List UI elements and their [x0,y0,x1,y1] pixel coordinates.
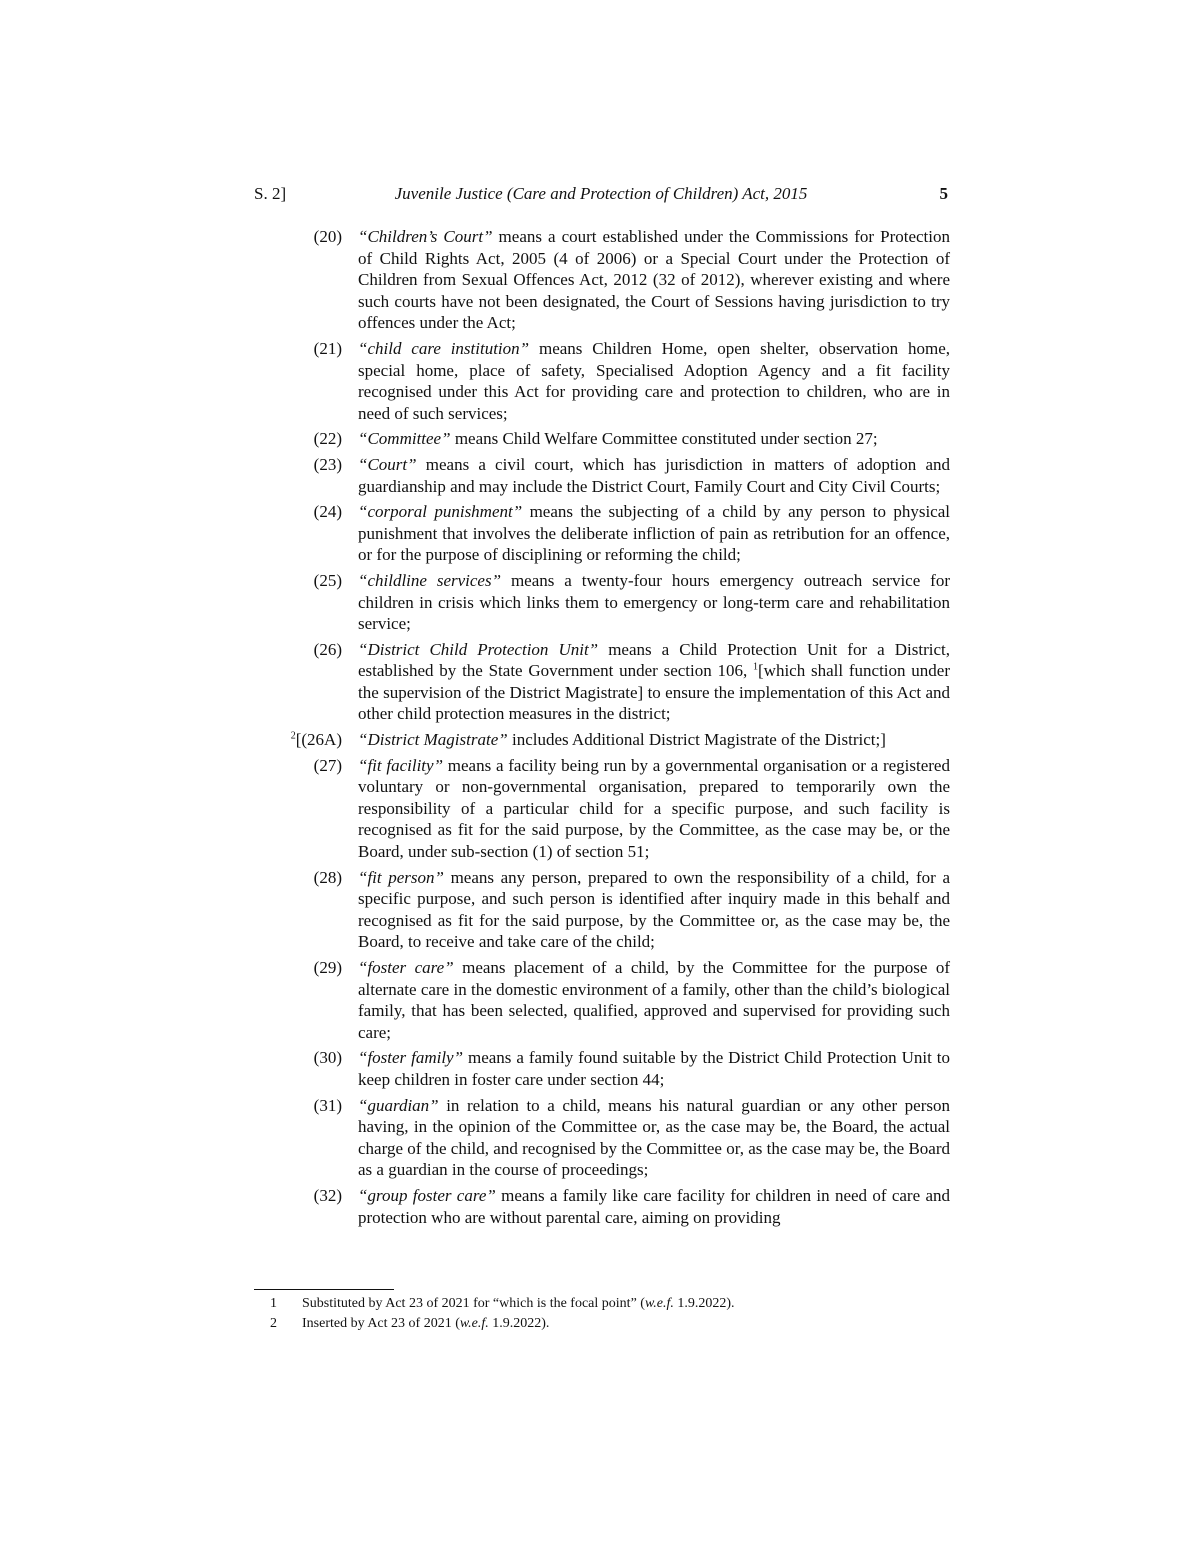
footnotes [254,1294,954,1334]
definition-number-label: [(26A) [295,730,342,750]
definition-number: (31) [313,1095,342,1115]
definition-item [250,226,950,334]
definition-text: means a family found suitable by the District Child Protection Unit to keep children in foster care under section 44; [358,1048,950,1089]
footnote-marker[interactable]: 1 [753,661,759,673]
definition-number: (26) [313,639,342,659]
footnote-date: 1.9.2022). [488,1316,550,1331]
definition-number: (30) [313,1048,342,1068]
definition-item [250,454,950,497]
definition-term: “Children’s Court” [358,227,493,246]
definition-term: “Court” [358,454,417,474]
definition-item [250,1185,950,1228]
definition-number: (25) [313,570,342,590]
definition-text: includes Additional District Magistrate of the District;] [507,730,886,750]
footnote-item [254,1294,954,1314]
definition-item [250,428,950,450]
page-number: 5 [939,184,948,203]
definition-text: means a family like care facility for children in need of care and protection who are without parental care, aiming on providing [358,1185,951,1227]
definition-term: “District Magistrate” [358,730,508,750]
definition-item [250,729,950,751]
definition-number: (28) [313,867,342,887]
definition-text: means placement of a child, by the Committee for the purpose of alternate care in the domestic environment of a family, other than the child’s biological family, that has been selected, qualified, approved and supervised for providing such care; [358,958,950,1042]
definition-number: (29) [313,958,342,977]
definition-term: “corporal punishment” [358,502,523,522]
footnote-item [254,1314,954,1334]
definition-text: means a civil court, which has jurisdiction in matters of adoption and guardianship and may include the District Court, Family Court and City Civil Courts; [358,454,950,496]
page-header [254,184,948,210]
definition-text: means Child Welfare Committee constituted under section 27; [450,429,878,449]
footnote-text: Inserted by Act 23 of 2021 ( [302,1316,460,1331]
definition-term: “fit person” [358,867,444,887]
definition-number: (32) [313,1185,342,1205]
definition-term: “guardian” [358,1095,439,1115]
definition-term: “District Child Protection Unit” [358,639,599,659]
definition-number: (24) [313,502,342,522]
definition-text-continued: [which shall function under the supervision of the District Magistrate] to ensure the implementation of this Act and other child protection measures in the district; [358,661,950,724]
definition-item [250,957,950,1043]
definition-text: means any person, prepared to own the responsibility of a child, for a specific purpose, and such person is identified after inquiry made in this behalf and recognised as fit for the said purpose, by the Committee or, as the case may be, the Board, to receive and take care of the child; [358,867,950,952]
definition-item [250,338,950,424]
definition-text: means a facility being run by a governmental organisation or a registered voluntary or non-governmental organisation, prepared to temporarily own the responsibility of a particular child for a specific purpose, and such facility is recognised as fit for the said purpose, by the Committee, as the case may be, or the Board, under sub-section (1) of section 51; [358,755,950,862]
definition-text: in relation to a child, means his natural guardian or any other person having, in the opinion of the Committee or, as the case may be, the Board, the actual charge of the child, and recognised by the Committee or, as the case may be, the Board as a guardian in the course of proceedings; [358,1095,950,1180]
footnote-date: 1.9.2022). [673,1296,735,1311]
definition-item [250,570,950,635]
definition-text: means a court established under the Commissions for Protection of Child Rights Act, 2005 (4 of 2006) or a Special Court under the Protection of Children from Sexual Offences Act, 2012 (32 of 2012), wherever existing and where such courts have not been designated, the Court of Sessions having jurisdiction to try offences under the Act; [358,227,950,333]
definition-number: (22) [313,429,342,449]
definition-number: (21) [313,338,342,358]
definitions-list [250,226,950,1232]
definition-term: “fit facility” [358,755,444,775]
definition-term: “group foster care” [358,1185,496,1205]
definition-number [250,729,342,751]
definition-item [250,501,950,566]
definition-number: (20) [313,227,342,246]
definition-term: “foster care” [358,958,454,977]
footnote-marker[interactable]: 2 [290,730,296,742]
page-title: Juvenile Justice (Care and Protection of Children) Act, 2015 [394,184,808,203]
definition-term: “foster family” [358,1048,464,1068]
definition-text: means a twenty-four hours emergency outreach service for children in crisis which links them to emergency or long-term care and rehabilitation service; [358,570,950,634]
definition-term: “Committee” [358,429,451,449]
definition-term: “childline services” [358,570,502,590]
footnote-number: 1 [270,1296,277,1311]
definition-item [250,1095,950,1181]
section-reference: S. 2] [254,184,287,203]
definition-text: means the subjecting of a child by any person to physical punishment that involves the deliberate infliction of pain as retribution for an offence, or for the purpose of disciplining or reforming the child; [358,502,950,565]
footnote-number: 2 [270,1316,277,1331]
definition-number: (27) [313,755,342,775]
definition-term: “child care institution” [358,338,530,358]
definition-text: means Children Home, open shelter, observation home, special home, place of safety, Specialised Adoption Agency and a fit facility recognised under this Act for providing care and protection to children, who are in need of such services; [358,338,950,423]
definition-item [250,639,950,725]
footnote-divider [254,1289,394,1290]
footnote-ref: w.e.f. [644,1296,674,1311]
definition-number: (23) [313,454,342,474]
footnote-ref: w.e.f. [459,1316,489,1331]
definition-item [250,867,950,953]
footnote-text: Substituted by Act 23 of 2021 for “which is the focal point” ( [302,1296,645,1311]
definition-item [250,1047,950,1090]
definition-text: means a Child Protection Unit for a District, established by the State Government under section 106, [358,639,950,681]
definition-item [250,755,950,863]
